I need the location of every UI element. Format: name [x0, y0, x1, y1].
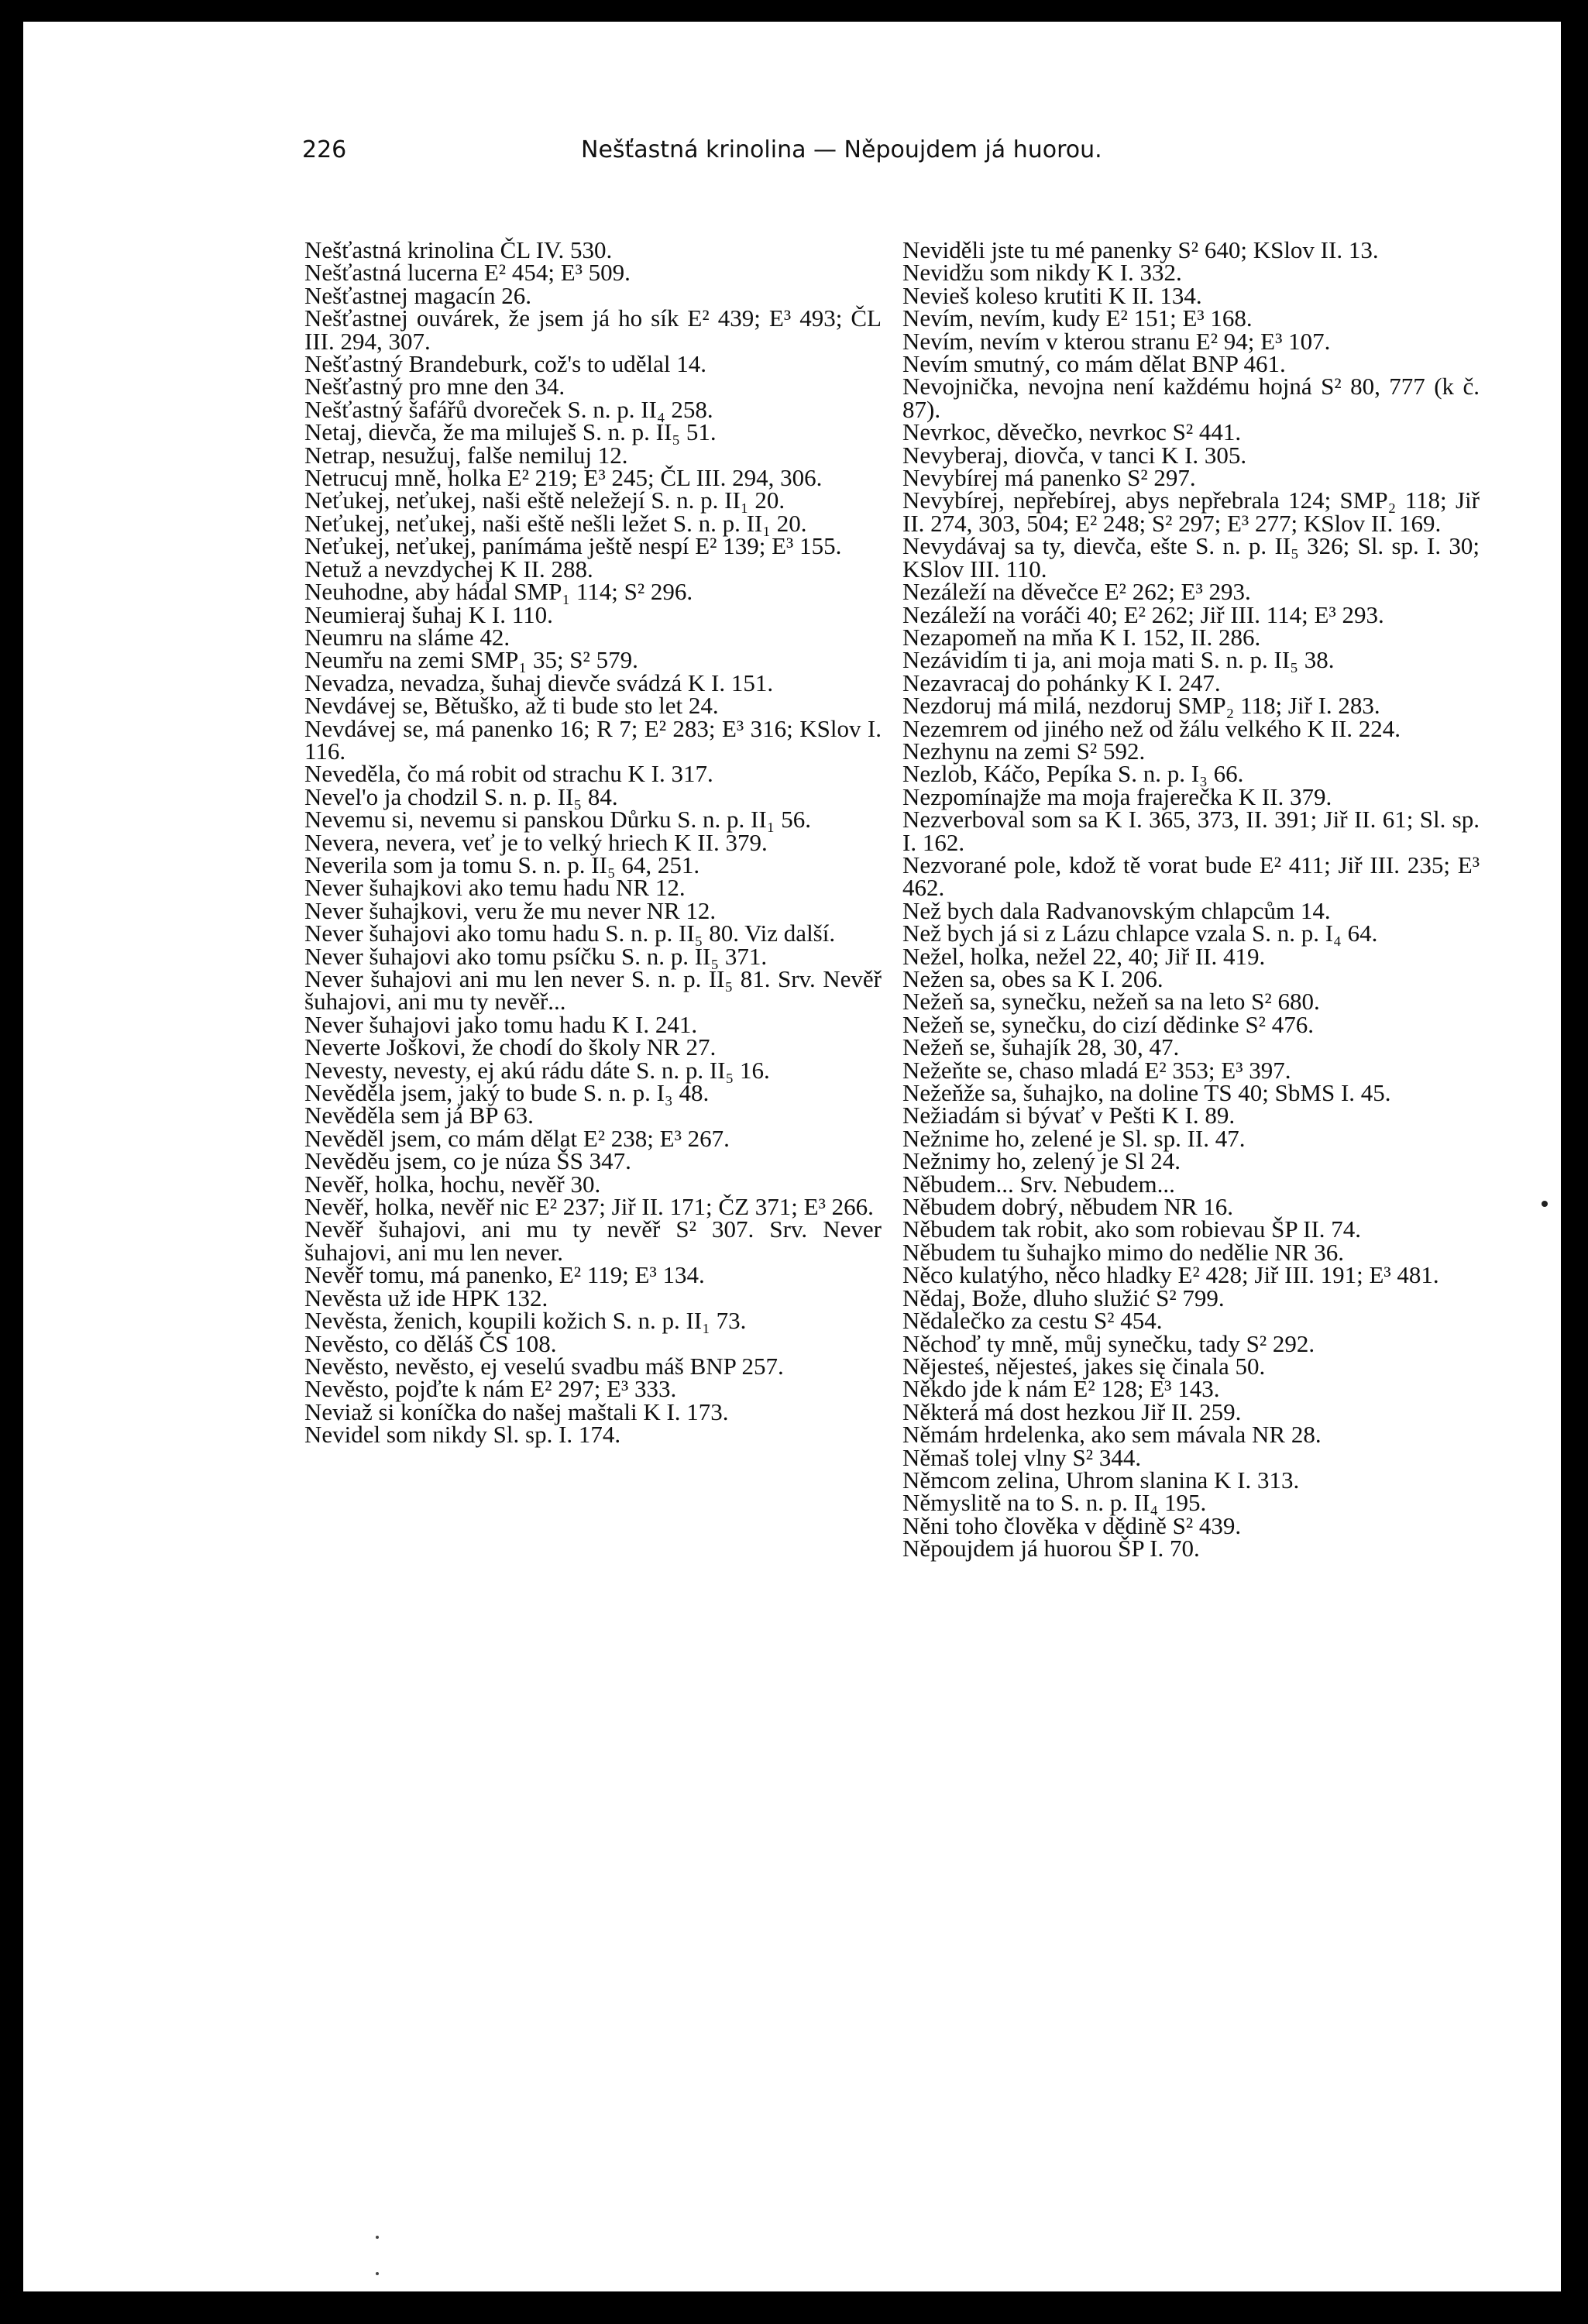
index-entry: Neuhodne, aby hádal SMP₁ 114; S² 296.: [304, 578, 693, 606]
index-entry: Neumřu na zemi SMP₁ 35; S² 579.: [304, 646, 638, 674]
index-entry: Nevojnička, nevojna není každému hojná S² 80, 777 (k č. 87).: [902, 373, 1480, 423]
index-entry: Never šuhajkovi, veru že mu never NR 12.: [304, 896, 717, 924]
index-entry: Nezhynu na zemi S² 592.: [902, 737, 1146, 765]
index-entry: Nějesteś, nějesteś, jakes się činala 50.: [902, 1352, 1266, 1380]
index-entry: Nežen sa, obes sa K I. 206.: [902, 965, 1164, 992]
index-entry: Netrap, nesužuj, falše nemiluj 12.: [304, 441, 628, 469]
index-entry: Něchoď ty mně, můj synečku, tady S² 292.: [902, 1329, 1315, 1357]
index-entry: Neumru na sláme 42.: [304, 623, 510, 651]
index-entry: Nezverboval som sa K I. 365, 373, II. 391; Jiř II. 61; Sl. sp. I. 162.: [902, 806, 1480, 856]
index-entry: Něbudem tu šuhajko mimo do nedělie NR 36.: [902, 1238, 1344, 1266]
margin-dot: [1542, 1201, 1548, 1207]
index-entry: Nezáleží na děvečce E² 262; E³ 293.: [902, 578, 1251, 606]
index-entry: Němcom zelina, Uhrom slanina K I. 313.: [902, 1466, 1300, 1494]
index-entry: Nevesty, nevesty, ej akú rádu dáte S. n. p. II₅ 16.: [304, 1056, 770, 1084]
index-entry: Never šuhajovi jako tomu hadu K I. 241.: [304, 1010, 698, 1038]
index-entry: Nevěsto, co děláš ČS 108.: [304, 1329, 557, 1357]
index-entry: Nezávidím ti ja, ani moja mati S. n. p. II₅ 38.: [902, 646, 1335, 674]
index-entry: Nezapomeň na mňa K I. 152, II. 286.: [902, 623, 1261, 651]
index-entry: Nežnime ho, zelené je Sl. sp. II. 47.: [902, 1124, 1246, 1152]
index-entry: Nevím, nevím, kudy E² 151; E³ 168.: [902, 304, 1253, 332]
index-entry: Nevemu si, nevemu si panskou Důrku S. n. p. II₁ 56.: [304, 806, 811, 834]
index-entry: Nevidžu som nikdy K I. 332.: [902, 259, 1182, 287]
index-entry: Nevyberaj, diovča, v tanci K I. 305.: [902, 441, 1247, 469]
index-entry: Nědaj, Bože, dluho služić S² 799.: [902, 1284, 1225, 1312]
index-entry: Nezdoruj má milá, nezdoruj SMP₂ 118; Jiř I. 283.: [902, 692, 1380, 720]
page-number: 226: [302, 136, 347, 163]
index-entry: Nezvorané pole, kdož tě vorat bude E² 411; Jiř III. 235; E³ 462.: [902, 851, 1480, 902]
index-entry: Než bych dala Radvanovským chlapcům 14.: [902, 896, 1331, 924]
index-entry: Nědalečko za cestu S² 454.: [902, 1307, 1163, 1335]
running-head: [302, 136, 1255, 183]
index-entry: Nežeň se, synečku, do cizí dědinke S² 476.: [902, 1010, 1314, 1038]
index-entry: Nešťastný šafářů dvoreček S. n. p. II₄ 258.: [304, 395, 713, 423]
index-entry: Nežeň se, šuhajík 28, 30, 47.: [902, 1033, 1180, 1061]
index-entry: Nevel'o ja chodzil S. n. p. II₅ 84.: [304, 782, 618, 810]
index-entry: Nevidel som nikdy Sl. sp. I. 174.: [304, 1421, 621, 1449]
index-entry: Nevieš koleso krutiti K II. 134.: [902, 281, 1202, 309]
index-entry: Nevěř, holka, nevěř nic E² 237; Jiř II. 171; ČZ 371; E³ 266.: [304, 1193, 874, 1221]
index-entry: Něbudem tak robit, ako som robievau ŠP II. 74.: [902, 1215, 1362, 1243]
index-entry: Nevdávej se, má panenko 16; R 7; E² 283; E³ 316; KSlov I. 116.: [304, 714, 882, 765]
index-entry: Nezlob, Káčo, Pepíka S. n. p. I₃ 66.: [902, 760, 1244, 788]
index-entry: Nežel, holka, nežel 22, 40; Jiř II. 419.: [902, 942, 1266, 970]
index-entry: Nevrkoc, děvečko, nevrkoc S² 441.: [902, 418, 1242, 446]
index-entry: Netrucuj mně, holka E² 219; E³ 245; ČL III. 294, 306.: [304, 464, 823, 492]
index-entry: Někdo jde k nám E² 128; E³ 143.: [902, 1375, 1220, 1403]
index-entry: Nevěděla jsem, jaký to bude S. n. p. I₃ 48.: [304, 1079, 710, 1107]
index-entry: Neviaž si koníčka do našej maštali K I. 173.: [304, 1397, 729, 1425]
index-entry: Nešťastná lucerna E² 454; E³ 509.: [304, 259, 631, 287]
index-entry: Never šuhajovi ako tomu hadu S. n. p. II₅ 80. Viz další.: [304, 920, 836, 947]
stray-mark: [376, 2236, 379, 2239]
index-entry: Neťukej, neťukej, naši eště nešli ležet S. n. p. II₁ 20.: [304, 509, 807, 537]
index-entry: Nezavracaj do pohánky K I. 247.: [902, 669, 1221, 696]
index-entry: Nezáleží na voráči 40; E² 262; Jiř III. 114; E³ 293.: [902, 600, 1384, 628]
index-entry: Nevěř, holka, hochu, nevěř 30.: [304, 1170, 601, 1198]
index-entry: Nevěsta už ide HPK 132.: [304, 1284, 548, 1312]
index-entry: Nešťastný Brandeburk, což's to udělal 14.: [304, 350, 707, 378]
index-entry: Nežiadám si bývať v Pešti K I. 89.: [902, 1102, 1236, 1129]
running-title: Nešťastná krinolina — Něpoujdem já huorou.: [581, 136, 1102, 163]
index-entry: Nevím, nevím v kterou stranu E² 94; E³ 107.: [902, 327, 1331, 355]
index-entry: Neverte Joškovi, že chodí do školy NR 27.: [304, 1033, 717, 1061]
index-entry: Never šuhajovi ako tomu psíčku S. n. p. II₅ 371.: [304, 942, 768, 970]
index-entry: Nevybírej má panenko S² 297.: [902, 464, 1196, 492]
index-entry: Nezpomínajže ma moja frajerečka K II. 379.: [902, 782, 1332, 810]
index-entry: Nevěsto, pojďte k nám E² 297; E³ 333.: [304, 1375, 677, 1403]
index-entry: Nevěř šuhajovi, ani mu ty nevěř S² 307. Srv. Never šuhajovi, ani mu len never.: [304, 1215, 882, 1266]
index-entry: Neveděla, čo má robit od strachu K I. 317.: [304, 760, 713, 788]
index-entry: Nevěsta, ženich, koupili kožich S. n. p. II₁ 73.: [304, 1307, 747, 1335]
index-entry: Nevěsto, nevěsto, ej veselú svadbu máš BNP 257.: [304, 1352, 784, 1380]
index-entry: Něbudem dobrý, něbudem NR 16.: [902, 1193, 1234, 1221]
index-entry: Něni toho člověka v dědině S² 439.: [902, 1511, 1242, 1539]
index-entry: Nevybírej, nepřebírej, abys nepřebrala 124; SMP₂ 118; Jiř II. 274, 303, 504; E² 248; S² 297; E³ 277; KSlov II. 169.: [902, 486, 1480, 537]
index-entry: Neťukej, neťukej, naši eště neležejí S. n. p. II₁ 20.: [304, 486, 785, 514]
index-entry: Never šuhajovi ani mu len never S. n. p. II₅ 81. Srv. Nevěř šuhajovi, ani mu ty nevěř...: [304, 965, 882, 1016]
index-entry: Nevadza, nevadza, šuhaj dievče svádzá K I. 151.: [304, 669, 774, 696]
index-entry: Never šuhajkovi ako temu hadu NR 12.: [304, 874, 686, 902]
index-entry: Nevěř tomu, má panenko, E² 119; E³ 134.: [304, 1261, 705, 1289]
index-column-left: [304, 236, 882, 1449]
index-entry: Něco kulatýho, něco hladky E² 428; Jiř III. 191; E³ 481.: [902, 1261, 1439, 1289]
index-entry: Něbudem... Srv. Nebudem...: [902, 1170, 1175, 1198]
index-entry: Neviděli jste tu mé panenky S² 640; KSlov II. 13.: [902, 236, 1379, 263]
index-entry: Nešťastnej magacín 26.: [304, 281, 532, 309]
stray-mark: [376, 2272, 379, 2275]
index-entry: Některá má dost hezkou Jiř II. 259.: [902, 1397, 1242, 1425]
index-entry: Nežeňže sa, šuhajko, na doline TS 40; SbMS I. 45.: [902, 1079, 1391, 1107]
index-entry: Nevydávaj sa ty, dievča, ešte S. n. p. II₅ 326; Sl. sp. I. 30; KSlov III. 110.: [902, 532, 1480, 583]
index-entry: Nevěděl jsem, co mám dělat E² 238; E³ 267.: [304, 1124, 730, 1152]
index-entry: Nešťastná krinolina ČL IV. 530.: [304, 236, 613, 263]
index-column-right: [902, 236, 1480, 1563]
book-page: [23, 22, 1561, 2291]
index-entry: Nevera, nevera, veť je to velký hriech K II. 379.: [304, 828, 768, 856]
index-entry: Neverila som ja tomu S. n. p. II₅ 64, 251.: [304, 851, 700, 878]
index-entry: Nešťastný pro mne den 34.: [304, 373, 565, 401]
index-entry: Nešťastnej ouvárek, že jsem já ho sík E² 439; E³ 493; ČL III. 294, 307.: [304, 304, 882, 355]
index-entry: Než bych já si z Lázu chlapce vzala S. n. p. I₄ 64.: [902, 920, 1378, 947]
index-entry: Netuž a nevzdychej K II. 288.: [304, 555, 593, 583]
index-entry: Němám hrdelenka, ako sem mávala NR 28.: [902, 1421, 1322, 1449]
index-entry: Němaš tolej vlny S² 344.: [902, 1443, 1142, 1471]
index-entry: Nezemrem od jiného než od žálu velkého K II. 224.: [902, 714, 1401, 742]
index-entry: Nežeň sa, synečku, nežeň sa na leto S² 680.: [902, 988, 1320, 1016]
index-entry: Neťukej, neťukej, panímáma ještě nespí E² 139; E³ 155.: [304, 532, 842, 560]
index-entry: Nevím smutný, co mám dělat BNP 461.: [902, 350, 1286, 378]
index-entry: Neumieraj šuhaj K I. 110.: [304, 600, 553, 628]
index-entry: Nežeňte se, chaso mladá E² 353; E³ 397.: [902, 1056, 1291, 1084]
index-entry: Nevěděu jsem, co je núza ŠS 347.: [304, 1147, 631, 1175]
index-entry: Netaj, dievča, že ma miluješ S. n. p. II₅ 51.: [304, 418, 717, 446]
index-entry: Nevdávej se, Bětuško, až ti bude sto let 24.: [304, 692, 719, 720]
index-entry: Nevěděla sem já BP 63.: [304, 1102, 534, 1129]
index-entry: Nežnimy ho, zelený je Sl 24.: [902, 1147, 1181, 1175]
index-entry: Němyslitě na to S. n. p. II₄ 195.: [902, 1489, 1207, 1517]
index-entry: Něpoujdem já huorou ŠP I. 70.: [902, 1535, 1200, 1563]
